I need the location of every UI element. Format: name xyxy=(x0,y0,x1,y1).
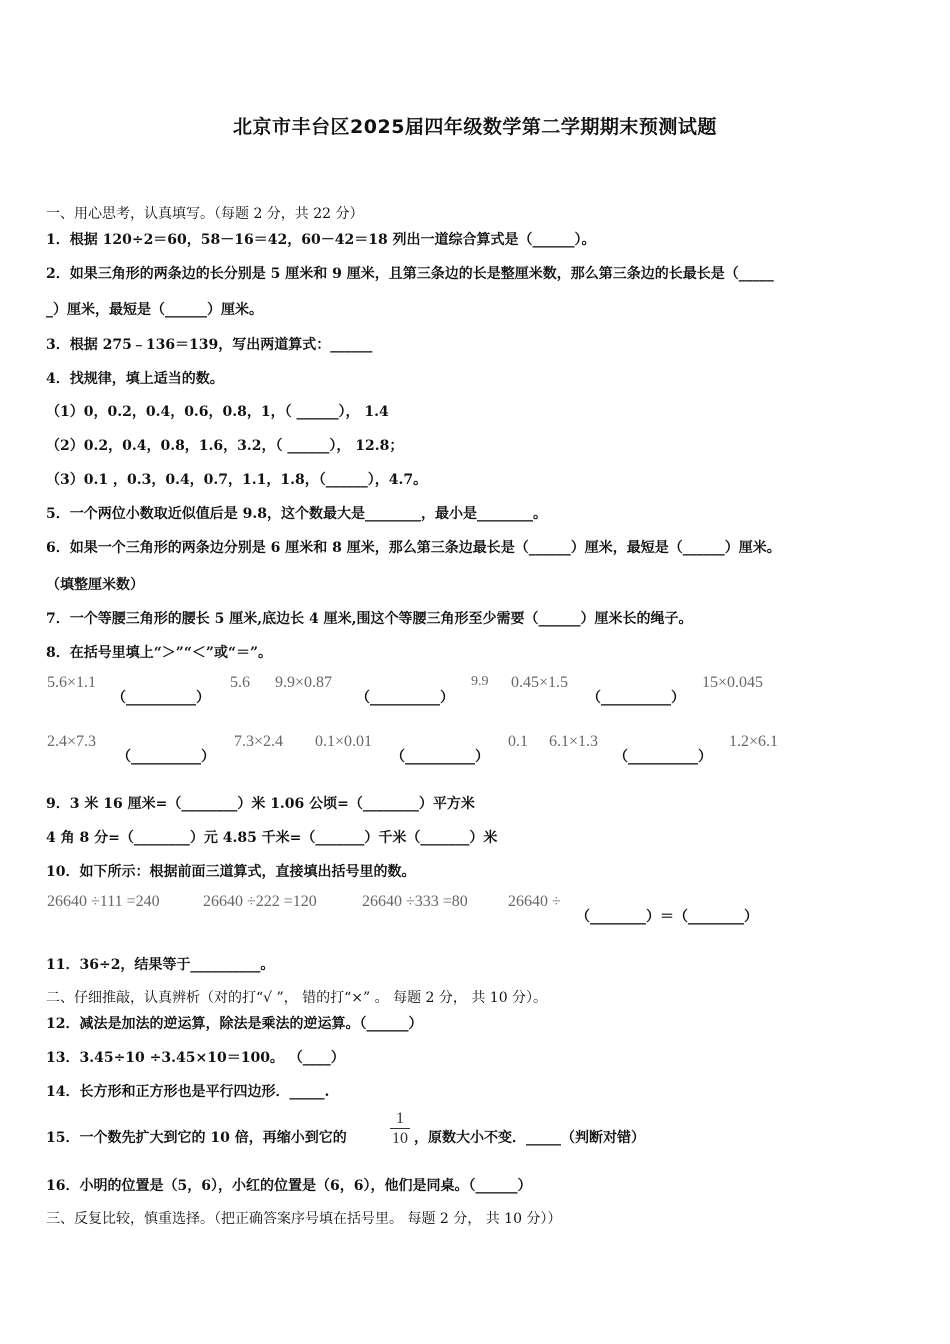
compare-c-blank: （__________） xyxy=(587,690,685,706)
compare-b-left: 9.9×0.87 xyxy=(275,674,333,691)
question-15-end: ，原数大小不变．_____（判断对错） xyxy=(414,1130,645,1146)
division-eq-3: 26640 ÷333 =80 xyxy=(362,893,468,910)
question-13: 13．3.45÷10 ÷3.45×10＝100。 （____） xyxy=(46,1050,345,1066)
question-6-line-2: （填整厘米数） xyxy=(46,577,144,593)
question-9-line-2: 4 角 8 分=（________）元 4.85 千米=（_______）千米（_______）米 xyxy=(46,830,498,846)
question-4-part-3: （3）0.1 ，0.3，0.4，0.7，1.1，1.8，（______），4.7。 xyxy=(46,472,428,488)
compare-a-left: 5.6×1.1 xyxy=(47,674,97,691)
question-3: 3．根据 275﹣136＝139，写出两道算式：______ xyxy=(46,337,373,353)
compare-f-blank: （__________） xyxy=(614,749,712,765)
section-3-heading: 三、反复比较，慎重选择。（把正确答案序号填在括号里。 每题 2 分， 共 10 分）） xyxy=(46,1211,562,1227)
question-1: 1．根据 120÷2＝60，58－16＝42，60－42＝18 列出一道综合算式是（______）。 xyxy=(46,232,596,248)
compare-c-right: 15×0.045 xyxy=(702,674,764,691)
compare-f-right: 1.2×6.1 xyxy=(729,733,779,750)
compare-f-left: 6.1×1.3 xyxy=(549,733,599,750)
fraction-numerator: 1 xyxy=(396,1110,404,1127)
compare-d-left: 2.4×7.3 xyxy=(47,733,97,750)
compare-e-left: 0.1×0.01 xyxy=(315,733,373,750)
compare-d-right: 7.3×2.4 xyxy=(234,733,284,750)
question-2-line-2: _）厘米，最短是（______）厘米。 xyxy=(46,302,263,318)
compare-a-blank: （__________） xyxy=(112,690,210,706)
question-7: 7．一个等腰三角形的腰长 5 厘米,底边长 4 厘米,围这个等腰三角形至少需要（______）厘米长的绳子。 xyxy=(46,611,693,627)
compare-e-right: 0.1 xyxy=(508,733,528,750)
compare-e-blank: （__________） xyxy=(391,749,489,765)
division-eq-blanks: （________）＝（________） xyxy=(576,909,758,925)
compare-b-blank: （__________） xyxy=(356,690,454,706)
question-14: 14．长方形和正方形也是平行四边形．_____. xyxy=(46,1084,330,1100)
division-eq-1: 26640 ÷111 =240 xyxy=(47,893,160,910)
question-4-part-2: （2）0.2，0.4，0.8，1.6，3.2，（ ______）， 12.8； xyxy=(46,438,404,454)
fraction-denominator: 10 xyxy=(392,1130,408,1147)
page-title: 北京市丰台区2025届四年级数学第二学期期末预测试题 xyxy=(233,116,717,138)
question-12: 12．减法是加法的逆运算，除法是乘法的逆运算。（______） xyxy=(46,1016,423,1032)
division-eq-4: 26640 ÷ xyxy=(508,893,561,910)
compare-a-right: 5.6 xyxy=(230,674,250,691)
question-6-line-1: 6．如果一个三角形的两条边分别是 6 厘米和 8 厘米，那么第三条边最长是（______）厘米，最短是（______）厘米。 xyxy=(46,540,781,556)
question-11: 11．36÷2，结果等于__________。 xyxy=(46,957,275,973)
fraction-bar xyxy=(390,1128,410,1129)
question-15-start: 15．一个数先扩大到它的 10 倍，再缩小到它的 xyxy=(46,1130,347,1146)
question-16: 16．小明的位置是（5，6），小红的位置是（6，6），他们是同桌。（______） xyxy=(46,1178,532,1194)
section-1-heading: 一、用心思考，认真填写。（每题 2 分，共 22 分） xyxy=(46,206,364,222)
question-4: 4．找规律，填上适当的数。 xyxy=(46,371,224,387)
question-4-part-1: （1）0，0.2，0.4，0.6，0.8，1，（ ______）， 1.4 xyxy=(46,404,389,420)
section-2-heading: 二、仔细推敲，认真辨析（对的打“√ ”， 错的打“×” 。 每题 2 分， 共 10 分）。 xyxy=(46,990,548,1006)
question-5: 5．一个两位小数取近似值后是 9.8，这个数最大是________，最小是________。 xyxy=(46,506,547,522)
fraction-one-tenth xyxy=(390,1110,410,1147)
question-8: 8．在括号里填上“＞”“＜”或“＝”。 xyxy=(46,645,273,661)
question-2-line-1: 2．如果三角形的两条边的长分别是 5 厘米和 9 厘米，且第三条边的长是整厘米数，那么第三条边的长最长是（_____ xyxy=(46,266,774,282)
question-10: 10．如下所示：根据前面三道算式，直接填出括号里的数。 xyxy=(46,864,416,880)
question-9-line-1: 9．3 米 16 厘米=（________）米 1.06 公顷=（________）平方米 xyxy=(46,796,475,812)
division-eq-2: 26640 ÷222 =120 xyxy=(203,893,317,910)
compare-b-right: 9.9 xyxy=(471,674,489,689)
compare-d-blank: （__________） xyxy=(117,749,215,765)
compare-c-left: 0.45×1.5 xyxy=(511,674,569,691)
